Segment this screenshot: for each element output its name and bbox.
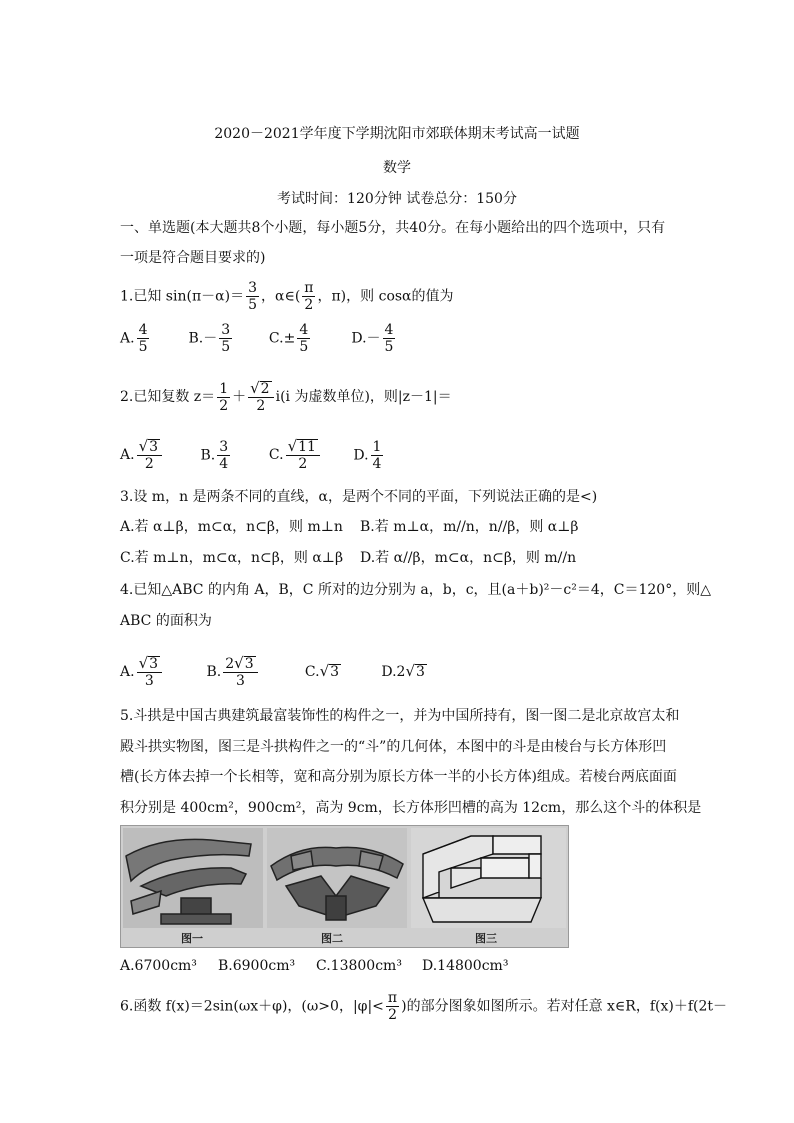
- section-intro-line2: 一项是符合题目要求的): [120, 250, 266, 266]
- q3-option-c: C.若 m⊥n，m⊂α，n⊂β，则 α⊥β: [120, 550, 344, 566]
- q2-c-num: [286, 438, 320, 456]
- sqrt-symbol-icon: √: [250, 379, 260, 397]
- q4-b-coef: 2: [225, 656, 235, 672]
- q1-option-c-frac: [297, 322, 310, 355]
- q1-option-a-frac: [137, 322, 150, 355]
- q1-mid: ，α∈(: [261, 288, 301, 305]
- q4-a-num: [137, 655, 162, 673]
- q2-f2-radicand: 2: [260, 381, 270, 397]
- q4-c-radicand: 3: [330, 664, 340, 680]
- q3-option-a: A.若 α⊥β，m⊂α，n⊂β，则 m⊥n: [120, 519, 343, 535]
- figure-3-caption: 图三: [475, 932, 497, 945]
- question-3-options-cd: [120, 548, 576, 568]
- sqrt-symbol-icon: √: [405, 662, 416, 680]
- question-1-options: [120, 322, 397, 355]
- question-6-stem: [120, 990, 727, 1023]
- q4-option-d-label: D.2: [381, 664, 406, 680]
- q2-plus: ＋: [232, 389, 247, 405]
- question-4-options: [120, 655, 427, 689]
- q4-b-num: [223, 655, 257, 673]
- sqrt-symbol-icon: √: [234, 654, 244, 672]
- figure-1-photo: [123, 828, 263, 928]
- q2-prefix: 2.已知复数 z＝: [120, 389, 216, 405]
- question-3-options-ab: [120, 517, 579, 537]
- sqrt-symbol-icon: √: [138, 654, 149, 672]
- q6-f-den: 2: [388, 1007, 397, 1023]
- q1-fraction-2: [302, 280, 315, 313]
- q2-option-b-frac: [217, 439, 230, 472]
- sqrt-symbol-icon: √: [287, 437, 298, 455]
- q6-fraction: [386, 990, 399, 1023]
- q1-b-den: 5: [221, 339, 231, 355]
- q1-option-a-label: A.: [120, 330, 135, 347]
- q2-d-num: 1: [372, 438, 382, 455]
- q3-option-d: D.若 α//β，m⊂α，n⊂β，则 m//n: [360, 550, 577, 566]
- question-2-stem: [120, 380, 452, 414]
- q1-f1-den: 5: [248, 297, 257, 313]
- q2-option-c-label: C.: [268, 447, 284, 463]
- question-5-options: [120, 956, 508, 976]
- q1-suffix: ，π)，则 cosα的值为: [317, 288, 454, 305]
- q2-suffix: i(i 为虚数单位)，则|z－1|＝: [275, 389, 452, 405]
- q2-c-den: 2: [298, 456, 308, 472]
- q2-option-a-label: A.: [120, 447, 135, 463]
- q1-d-den: 5: [384, 339, 394, 355]
- q2-b-num: 3: [219, 438, 229, 455]
- q2-option-d: [353, 439, 385, 472]
- question-2-options: [120, 438, 385, 472]
- q4-option-b: [206, 655, 300, 689]
- q2-d-den: 4: [372, 455, 382, 472]
- q2-option-b-label: B.: [200, 447, 216, 463]
- q4-option-d: [381, 661, 427, 682]
- q6-prefix: 6.函数 f(x)＝2sin(ωx＋φ)，(ω>0，|φ|<: [120, 998, 384, 1015]
- question-4-stem-line2: ABC 的面积为: [120, 613, 212, 629]
- q2-option-c-frac: [286, 438, 320, 472]
- q1-d-num: 4: [384, 322, 394, 338]
- q2-a-den: 2: [144, 456, 154, 472]
- q4-d-radicand: 3: [416, 664, 425, 680]
- q1-fraction-1: [246, 280, 259, 313]
- q2-fraction-2: [248, 380, 273, 414]
- section-intro-line1: 一、单选题(本大题共8个小题，每小题5分，共40分。在每小题给出的四个选项中，只有: [120, 220, 666, 236]
- q2-a-radicand: 3: [149, 439, 159, 455]
- question-3-stem: 3.设 m，n 是两条不同的直线，α，是两个不同的平面，下列说法正确的是<): [120, 489, 598, 505]
- q6-f-num: π: [387, 990, 398, 1006]
- question-4-stem-line1: 4.已知△ABC 的内角 A，B，C 所对的边分别为 a，b，c，且(a＋b)²－c²＝4，C＝120°，则△: [120, 582, 711, 598]
- q2-option-a: [120, 438, 196, 472]
- q4-b-radicand: 3: [244, 656, 254, 672]
- sqrt-symbol-icon: √: [319, 662, 330, 680]
- q1-option-d: [351, 322, 397, 355]
- subject-title: 数学: [383, 160, 411, 176]
- dougong-figure-drawing: [121, 826, 568, 947]
- q1-a-num: 4: [138, 322, 148, 338]
- q4-option-c: [305, 661, 377, 682]
- question-5-line3: 槽(长方体去掉一个长相等，宽和高分别为原长方体一半的小长方体)组成。若棱台两底面面: [120, 769, 677, 785]
- q1-option-a: [120, 322, 184, 355]
- q2-option-d-label: D.: [353, 447, 369, 463]
- q3-option-b: B.若 m⊥α，m//n，n//β，则 α⊥β: [360, 519, 579, 535]
- figure-3-dou-solid: [411, 828, 566, 928]
- q4-option-b-label: B.: [206, 664, 222, 680]
- q1-c-den: 5: [299, 339, 309, 355]
- q1-option-d-frac: [383, 322, 396, 355]
- q2-fraction-1: [217, 381, 230, 414]
- q4-option-c-label: C.: [304, 664, 320, 680]
- q4-b-den: 3: [235, 673, 245, 689]
- q4-option-a-frac: [137, 655, 162, 689]
- q1-option-d-label: D.－: [351, 330, 381, 347]
- q6-suffix: )的部分图象如图所示。若对任意 x∈R，f(x)＋f(2t－: [401, 998, 728, 1015]
- q1-c-num: 4: [299, 322, 309, 338]
- q2-option-d-frac: [371, 439, 384, 472]
- q2-a-num: [137, 438, 162, 456]
- q1-option-c-label: C.±: [268, 330, 296, 347]
- q2-f1-den: 2: [219, 397, 229, 414]
- figure-2-caption: 图二: [321, 932, 343, 945]
- q2-f1-num: 1: [219, 380, 229, 397]
- sqrt-symbol-icon: √: [138, 437, 149, 455]
- figure-1-caption: 图一: [181, 932, 203, 945]
- q2-c-radicand: 11: [298, 439, 316, 455]
- dougong-figure: [120, 825, 569, 948]
- q1-f2-den: 2: [304, 297, 314, 313]
- q1-option-b-label: B.－: [188, 330, 218, 347]
- q2-option-b: [200, 439, 264, 472]
- q1-b-num: 3: [221, 322, 231, 338]
- q5-option-c: C.13800cm³: [316, 958, 402, 974]
- figure-2-photo: [267, 828, 407, 928]
- q4-a-den: 3: [144, 673, 154, 689]
- q2-f2-num: [248, 380, 273, 398]
- q4-a-radicand: 3: [149, 656, 159, 672]
- q2-option-c: [269, 438, 349, 472]
- q5-option-b: B.6900cm³: [218, 958, 296, 974]
- q1-f1-num: 3: [248, 280, 257, 296]
- q1-prefix: 1.已知 sin(π－α)＝: [120, 288, 245, 305]
- q5-option-d: D.14800cm³: [422, 958, 509, 974]
- q2-option-a-frac: [137, 438, 162, 472]
- question-5-line1: 5.斗拱是中国古典建筑最富装饰性的构件之一，并为中国所持有，图一图二是北京故宫太和: [120, 708, 680, 724]
- q1-option-b: [188, 322, 264, 355]
- question-1-stem: [120, 280, 454, 313]
- q1-a-den: 5: [138, 339, 148, 355]
- q2-b-den: 4: [219, 455, 229, 472]
- question-5-line2: 殿斗拱实物图，图三是斗拱构件之一的“斗”的几何体，本图中的斗是由棱台与长方体形凹: [120, 739, 667, 755]
- exam-info: 考试时间：120分钟 试卷总分：150分: [277, 191, 517, 207]
- q5-option-a: A.6700cm³: [120, 958, 197, 974]
- q4-option-b-frac: [223, 655, 257, 689]
- q1-f2-num: π: [304, 280, 314, 296]
- q4-option-a: [120, 655, 202, 689]
- q4-option-a-label: A.: [120, 664, 135, 680]
- q1-option-b-frac: [219, 322, 232, 355]
- q2-f2-den: 2: [256, 398, 266, 414]
- exam-title: 2020－2021学年度下学期沈阳市郊联体期末考试高一试题: [214, 126, 580, 142]
- q1-option-c: [269, 322, 347, 355]
- question-5-line4: 积分别是 400cm²，900cm²，高为 9cm，长方体形凹槽的高为 12cm，那么这个斗的体积是: [120, 800, 702, 816]
